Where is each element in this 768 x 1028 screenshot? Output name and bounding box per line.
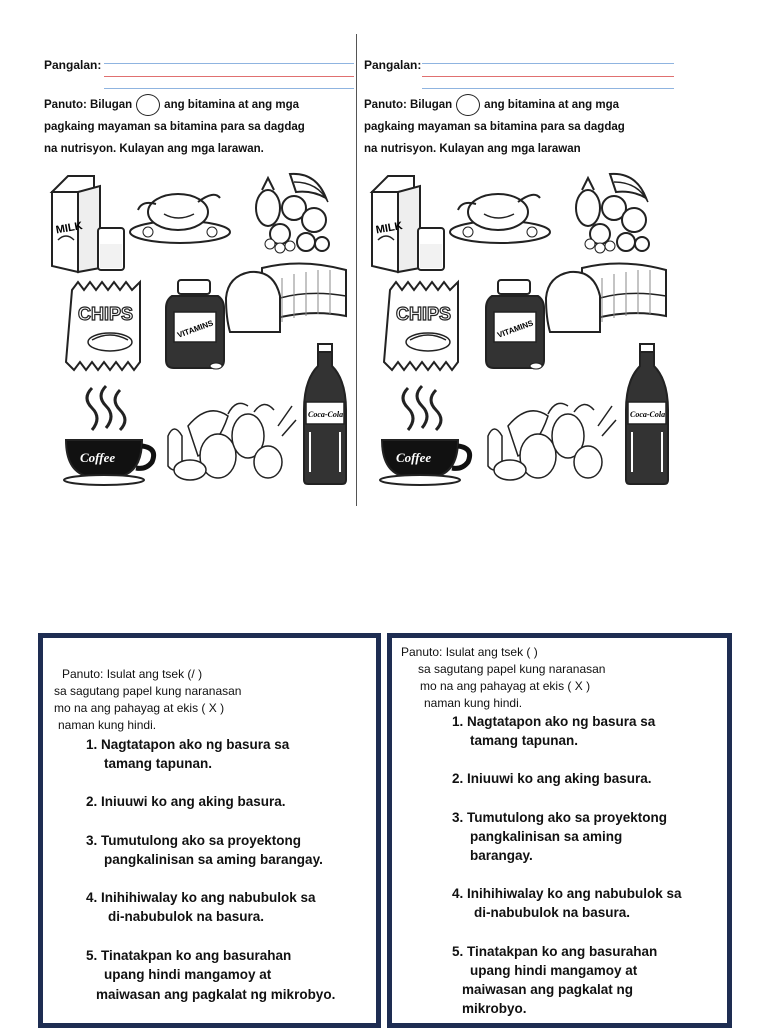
vegetables-icon[interactable] xyxy=(158,396,300,486)
list-item-continued: maiwasan ang pagkalat ng mikrobyo. xyxy=(96,987,336,1002)
chips-bag-icon[interactable] xyxy=(64,276,154,376)
instruction-line: mo na ang pahayag at ekis ( X ) xyxy=(420,679,591,693)
instruction-line: naman kung hindi. xyxy=(58,718,157,732)
milk-carton-icon[interactable] xyxy=(368,170,450,278)
fruits-icon[interactable] xyxy=(250,168,334,254)
instruction-line-2: pagkaing mayaman sa bitamina para sa dagdag xyxy=(364,121,625,133)
svg-text:Coca-Cola: Coca-Cola xyxy=(630,410,666,419)
page-divider xyxy=(356,34,357,506)
svg-text:Coffee: Coffee xyxy=(396,450,432,465)
vitamins-bottle-icon[interactable] xyxy=(164,276,226,372)
instruction-line: Panuto: Isulat ang tsek ( ) xyxy=(401,645,538,659)
roast-chicken-icon[interactable] xyxy=(128,180,232,246)
instruction-line-3: na nutrisyon. Kulayan ang mga larawan. xyxy=(44,143,264,155)
list-item: 4. Inihihiwalay ko ang nabubulok sa xyxy=(452,886,682,901)
name-label: Pangalan: xyxy=(44,58,102,72)
fruits-icon[interactable] xyxy=(570,168,654,254)
coffee-cup-icon[interactable] xyxy=(60,384,160,488)
name-line-bottom xyxy=(104,88,354,89)
list-item-continued: pangkalinisan sa aming xyxy=(470,829,623,844)
instruction-line-1: Panuto: Bilugan ang bitamina at ang mga xyxy=(364,94,619,116)
circle-example-icon xyxy=(136,94,160,116)
list-item-continued: tamang tapunan. xyxy=(104,756,213,771)
instruction-line: sa sagutang papel kung naranasan xyxy=(54,684,242,698)
list-item-continued: mikrobyo. xyxy=(462,1001,527,1016)
instruction-line-2: pagkaing mayaman sa bitamina para sa dagdag xyxy=(44,121,305,133)
vitamins-bottle-icon[interactable] xyxy=(484,276,546,372)
svg-text:VITAMINS: VITAMINS xyxy=(176,318,215,340)
list-item: 1. Nagtatapon ako ng basura sa xyxy=(86,737,290,752)
list-item-continued: di-nabubulok na basura. xyxy=(474,905,631,920)
list-item: 2. Iniuuwi ko ang aking basura. xyxy=(452,771,652,786)
list-item: 2. Iniuuwi ko ang aking basura. xyxy=(86,794,286,809)
bread-icon[interactable] xyxy=(222,258,350,338)
chips-bag-icon[interactable] xyxy=(382,276,472,376)
svg-text:MILK: MILK xyxy=(54,219,84,237)
list-item-continued: tamang tapunan. xyxy=(470,733,579,748)
list-item-continued: upang hindi mangamoy at xyxy=(470,963,638,978)
name-line-top xyxy=(104,63,354,64)
list-item-continued: maiwasan ang pagkalat ng xyxy=(462,982,634,997)
instruction-line: sa sagutang papel kung naranasan xyxy=(418,662,606,676)
list-item-continued: upang hindi mangamoy at xyxy=(104,967,272,982)
coffee-cup-icon[interactable] xyxy=(376,384,476,488)
name-line-bottom xyxy=(422,88,674,89)
list-item-continued: pangkalinisan sa aming barangay. xyxy=(104,852,323,867)
instruction-line: naman kung hindi. xyxy=(424,696,523,710)
instruction-line: mo na ang pahayag at ekis ( X ) xyxy=(54,701,225,715)
name-line[interactable] xyxy=(104,76,354,77)
list-item: 3. Tumutulong ako sa proyektong xyxy=(452,810,668,825)
list-item: 4. Inihihiwalay ko ang nabubulok sa xyxy=(86,890,316,905)
instruction-line-1: Panuto: Bilugan ang bitamina at ang mga xyxy=(44,94,299,116)
soda-bottle-icon[interactable] xyxy=(302,342,348,486)
list-item: 5. Tinatakpan ko ang basurahan xyxy=(452,944,658,959)
name-line-top xyxy=(422,63,674,64)
list-item: 1. Nagtatapon ako ng basura sa xyxy=(452,714,656,729)
name-line[interactable] xyxy=(422,76,674,77)
vegetables-icon[interactable] xyxy=(478,396,620,486)
instruction-line-3: na nutrisyon. Kulayan ang mga larawan xyxy=(364,143,581,155)
svg-text:Coffee: Coffee xyxy=(80,450,116,465)
list-item-continued: barangay. xyxy=(470,848,533,863)
svg-text:VITAMINS: VITAMINS xyxy=(496,318,535,340)
list-item: 5. Tinatakpan ko ang basurahan xyxy=(86,948,292,963)
list-item: 3. Tumutulong ako sa proyektong xyxy=(86,833,302,848)
milk-carton-icon[interactable] xyxy=(48,170,130,278)
svg-text:MILK: MILK xyxy=(374,219,404,237)
circle-example-icon xyxy=(456,94,480,116)
name-label: Pangalan: xyxy=(364,58,422,72)
list-item-continued: di-nabubulok na basura. xyxy=(108,909,265,924)
soda-bottle-icon[interactable] xyxy=(624,342,670,486)
svg-text:CHIPS: CHIPS xyxy=(78,304,134,324)
instruction-line: Panuto: Isulat ang tsek (/ ) xyxy=(62,667,203,681)
svg-text:CHIPS: CHIPS xyxy=(396,304,452,324)
bread-icon[interactable] xyxy=(542,258,670,338)
roast-chicken-icon[interactable] xyxy=(448,180,552,246)
svg-text:Coca-Cola: Coca-Cola xyxy=(308,410,344,419)
